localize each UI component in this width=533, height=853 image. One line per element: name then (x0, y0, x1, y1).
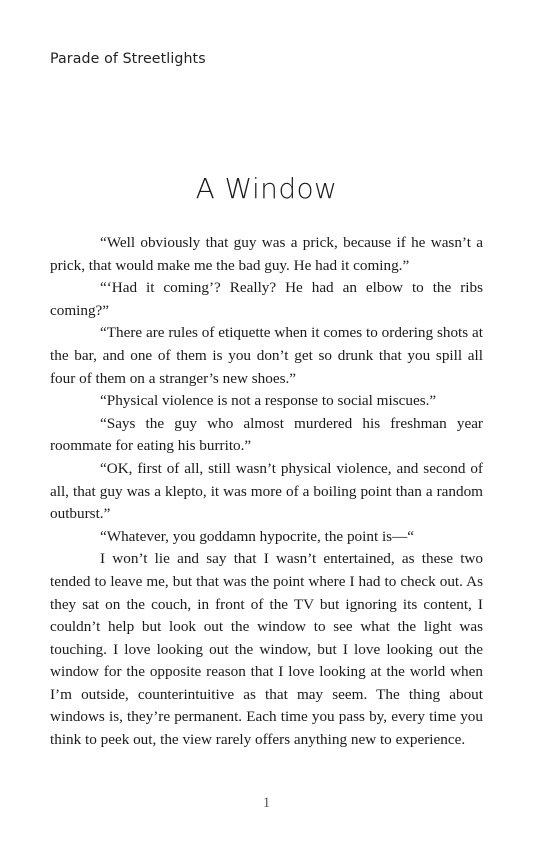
paragraph-1: “Well obviously that guy was a prick, because if he wasn’t a prick, that would make me the bad guy. He had it coming.” (50, 234, 483, 274)
running-header: Parade of Streetlights (50, 51, 206, 67)
chapter-body (50, 232, 483, 752)
paragraph-6: “OK, first of all, still wasn’t physical violence, and second of all, that guy was a klepto, it was more of a boiling point than a random outburst.” (50, 459, 483, 523)
paragraph-2: “‘Had it coming’? Really? He had an elbow to the ribs coming?” (50, 279, 483, 319)
paragraph-8: I won’t lie and say that I wasn’t entertained, as these two tended to leave me, but that was the point where I had to check out. As they sat on the couch, in front of the TV but ignoring its content, I couldn’t help but look out the window to see what the light was touching. I love looking out the window, but I love looking out the window for the opposite reason that I love looking at the world when I’m outside, counterintuitive as that may seem. The thing about windows is, they’re permanent. Each time you pass by, every time you think to peek out, the view rarely offers anything new to experience. (50, 550, 483, 749)
page-number: 1 (262, 795, 271, 811)
chapter-title: A Window (195, 171, 338, 205)
paragraph-5: “Says the guy who almost murdered his freshman year roommate for eating his burrito.” (50, 414, 483, 455)
paragraph-3: “There are rules of etiquette when it comes to ordering shots at the bar, and one of them is you don’t get so drunk that you spill all four of them on a stranger’s new shoes.” (50, 324, 483, 387)
paragraph-4: “Physical violence is not a response to social miscues.” (100, 392, 437, 410)
paragraph-7: “Whatever, you goddamn hypocrite, the point is—“ (100, 527, 415, 545)
